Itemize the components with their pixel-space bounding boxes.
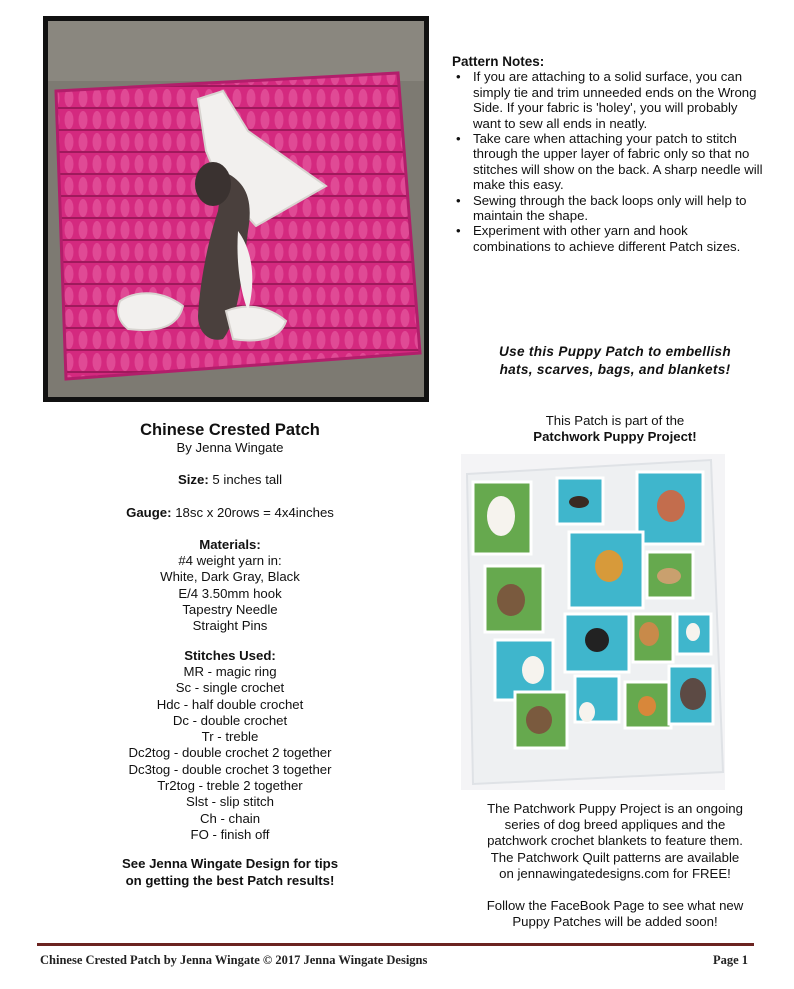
pattern-title: Chinese Crested Patch: [140, 421, 320, 439]
stitches-heading: Stitches Used:: [184, 647, 276, 663]
follow-line: Puppy Patches will be added soon!: [512, 914, 718, 930]
tip-line: See Jenna Wingate Design for tips: [121, 856, 339, 872]
size-value: 5 inches tall: [212, 472, 283, 488]
project-desc-line: on jennawingatedesigns.com for FREE!: [499, 865, 731, 881]
quilt-photo-illustration: [461, 454, 725, 790]
project-caption-line: This Patch is part of the: [545, 413, 685, 428]
project-desc-line: patchwork crochet blankets to feature them.: [487, 833, 743, 849]
pattern-note-item: • Experiment with other yarn and hook combinations to achieve different Patch sizes.: [473, 223, 764, 254]
material-item: E/4 3.50mm hook: [178, 585, 282, 601]
material-item: White, Dark Gray, Black: [160, 569, 300, 585]
pattern-note-item: • Sewing through the back loops only will help to maintain the shape.: [473, 193, 764, 224]
project-description: [445, 801, 785, 930]
tagline-line: Use this Puppy Patch to embellish: [499, 344, 731, 359]
stitch-item: Dc2tog - double crochet 2 together: [128, 745, 332, 761]
patch-photo-illustration: [48, 21, 424, 397]
material-item: #4 weight yarn in:: [178, 553, 282, 569]
pattern-byline: By Jenna Wingate: [176, 440, 284, 455]
gauge-line: [60, 505, 400, 521]
stitch-item: Tr - treble: [201, 729, 259, 745]
size-line: [60, 472, 400, 488]
gauge-label: Gauge:: [126, 504, 172, 520]
stitch-item: Tr2tog - treble 2 together: [157, 778, 303, 794]
gauge-value: 18sc x 20rows = 4x4inches: [175, 504, 334, 520]
project-desc-line: The Patchwork Quilt patterns are available: [490, 849, 740, 865]
project-caption-line: Patchwork Puppy Project!: [533, 429, 697, 444]
footer-copyright: Chinese Crested Patch by Jenna Wingate © 2017 Jenna Wingate Designs: [40, 953, 428, 967]
materials-heading: Materials:: [199, 536, 261, 552]
footer-page-number: Page 1: [712, 953, 748, 967]
stitch-item: Dc - double crochet: [172, 712, 288, 728]
stitch-item: Dc3tog - double crochet 3 together: [128, 761, 332, 777]
project-desc-line: series of dog breed appliques and the: [504, 817, 726, 833]
tagline: [445, 343, 785, 379]
pattern-info: [60, 420, 400, 889]
patch-photo: [43, 16, 429, 402]
quilt-photo: [461, 454, 725, 790]
material-item: Tapestry Needle: [182, 602, 278, 618]
pattern-notes: [452, 54, 764, 254]
size-label: Size:: [177, 472, 209, 488]
project-caption: [445, 413, 785, 445]
stitch-item: MR - magic ring: [183, 663, 277, 679]
stitch-item: Sc - single crochet: [175, 680, 285, 696]
stitch-item: Slst - slip stitch: [186, 794, 274, 810]
pattern-notes-heading: Pattern Notes:: [452, 54, 545, 69]
pattern-note-item: • Take care when attaching your patch to stitch through the upper layer of fabric only so that no stitches will show on the back. A sharp needle will make this easy.: [473, 131, 764, 193]
footer-divider: [37, 943, 754, 946]
stitch-item: Hdc - half double crochet: [156, 696, 304, 712]
tip-line: on getting the best Patch results!: [125, 872, 335, 888]
pattern-note-item: • If you are attaching to a solid surface, you can simply tie and trim unneeded ends on the Wrong Side. If your fabric is 'holey', you will probably want to sew all ends in neatly.: [473, 69, 764, 131]
material-item: Straight Pins: [192, 618, 268, 634]
pattern-notes-list: [452, 69, 764, 254]
tagline-line: hats, scarves, bags, and blankets!: [499, 362, 731, 377]
project-desc-line: The Patchwork Puppy Project is an ongoing: [487, 801, 743, 816]
follow-line: Follow the FaceBook Page to see what new: [486, 898, 744, 914]
stitch-item: Ch - chain: [199, 810, 261, 826]
stitch-item: FO - finish off: [190, 826, 270, 842]
